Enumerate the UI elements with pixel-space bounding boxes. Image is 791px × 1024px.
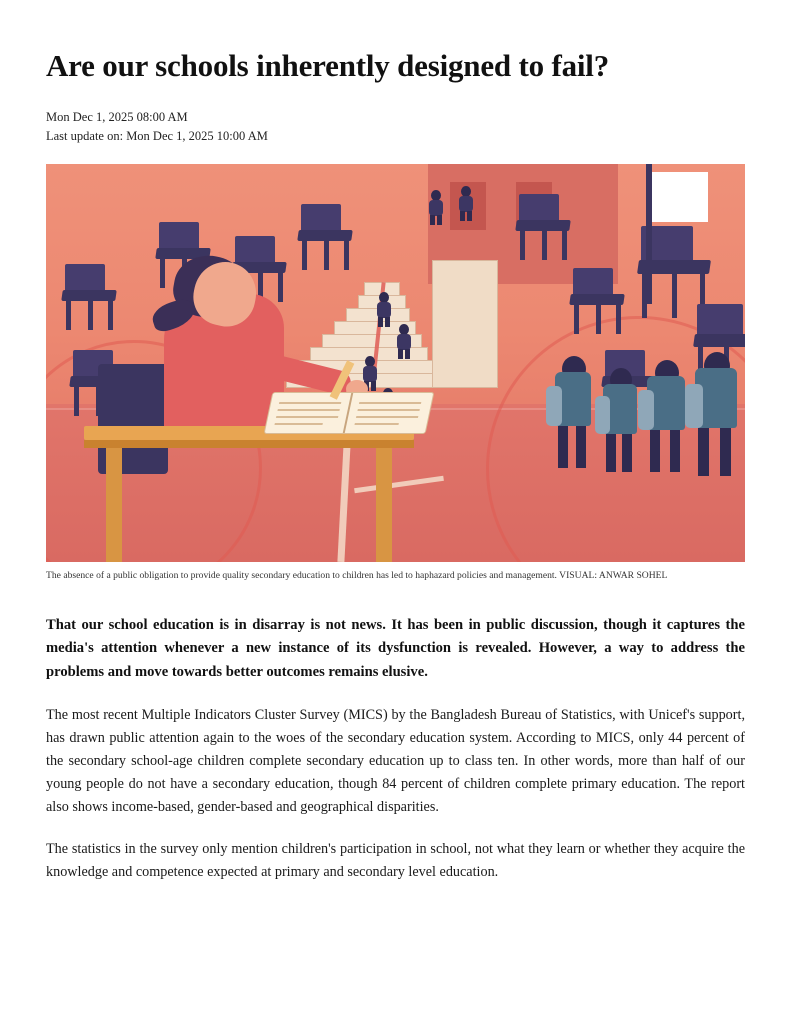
queued-child	[602, 368, 640, 472]
desk-leg	[376, 448, 392, 562]
figure-caption: The absence of a public obligation to provide quality secondary education to children has led to haphazard policies and management. VISUAL: ANWAR SOHEL	[46, 570, 668, 582]
page-title: Are our schools inherently designed to fail?	[46, 48, 610, 83]
queued-child	[554, 356, 594, 468]
empty-chair	[570, 268, 626, 334]
empty-chair	[516, 194, 572, 260]
stair-landing	[432, 260, 498, 388]
climbing-child	[376, 292, 392, 326]
article-body	[46, 614, 745, 884]
article-lead-paragraph: That our school education is in disarray is not news. It has been in public discussion, though it captures the media's attention whenever a new instance of its dysfunction is revealed. However, a way to address the problems and move towards better outcomes remains elusive.	[46, 616, 745, 681]
queued-child	[694, 352, 740, 476]
empty-chair	[62, 264, 118, 330]
desk-leg	[106, 448, 122, 562]
climbing-child	[458, 186, 478, 228]
queued-child	[646, 360, 688, 472]
article-figure	[46, 164, 745, 583]
desk-edge	[84, 440, 414, 448]
climbing-child	[428, 190, 448, 232]
open-book	[264, 392, 435, 434]
empty-chair	[298, 204, 354, 270]
flag-pole	[646, 164, 652, 304]
article-paragraph-2: The statistics in the survey only mention children's participation in school, not what they learn or whether they acquire the knowledge and competence expected at primary and secondary level education.	[46, 840, 745, 880]
article-paragraph-1: The most recent Multiple Indicators Cluster Survey (MICS) by the Bangladesh Bureau of Statistics, with Unicef's support, has drawn public attention again to the woes of the secondary education system. According to MICS, only 44 percent of the secondary school-age children complete secondary education up to class ten. In other words, more than half of our young people do not have a secondary education, though 84 percent of children complete primary education. The report also shows income-based, gender-based and geographical disparities.	[46, 706, 745, 815]
feature-illustration	[46, 164, 745, 562]
publish-timestamp: Mon Dec 1, 2025 08:00 AM	[46, 109, 188, 124]
climbing-child	[396, 324, 412, 358]
update-timestamp: Last update on: Mon Dec 1, 2025 10:00 AM	[46, 129, 268, 144]
article-meta	[46, 108, 745, 147]
white-window	[650, 172, 708, 222]
